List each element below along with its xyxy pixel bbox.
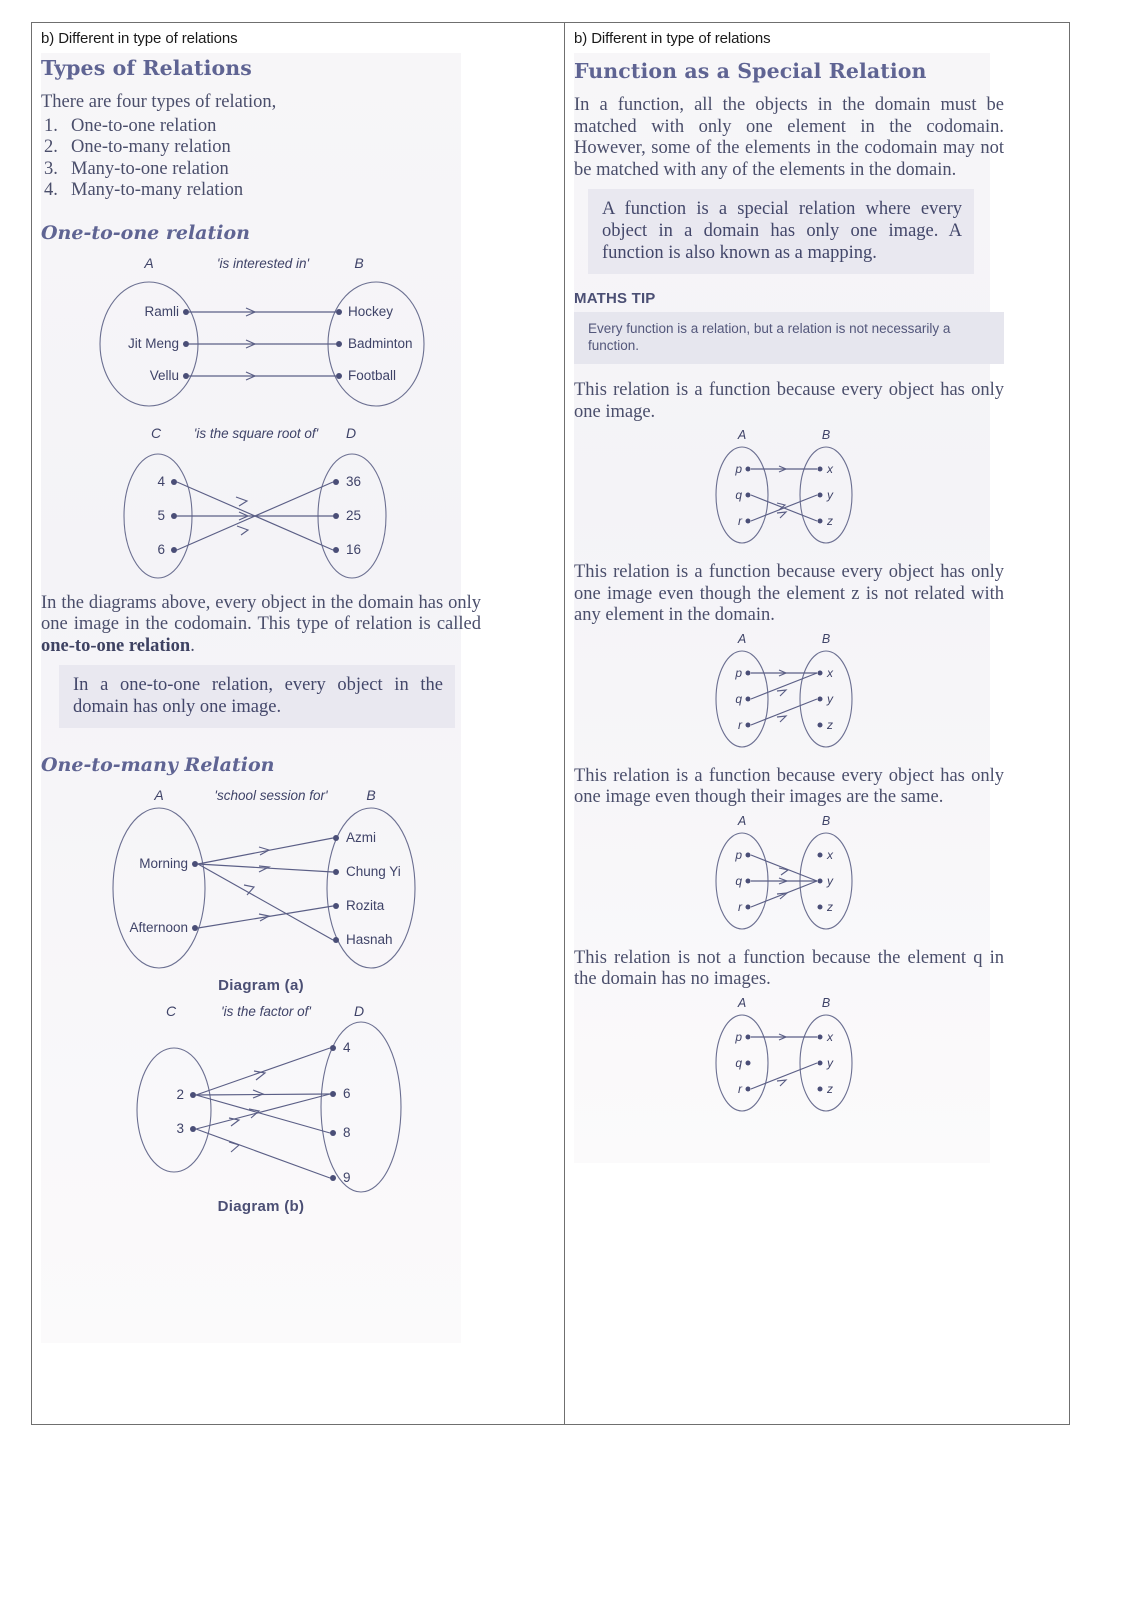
mapping-arrows (751, 855, 817, 907)
mapping-arrows (189, 308, 336, 380)
function-special-relation-heading: Function as a Special Relation (574, 59, 927, 83)
list-item (41, 159, 481, 181)
domain-element: q (735, 691, 742, 706)
list-number: 4. (44, 180, 58, 200)
codomain-element: 8 (343, 1125, 351, 1140)
domain-element: q (735, 488, 742, 502)
domain-element: Morning (139, 856, 188, 871)
diagram-function-4 (574, 995, 1004, 1120)
codomain-element: Hockey (348, 303, 394, 319)
diagram-square-root (41, 424, 481, 579)
one-to-one-relation-heading: One-to-one relation (41, 221, 250, 244)
set-b-label: D (353, 1003, 365, 1019)
set-a-label: C (150, 424, 162, 441)
venn-arrow-diagram (41, 424, 471, 579)
venn-arrow-diagram (41, 254, 471, 406)
list-item (41, 137, 481, 159)
relation-explanation-4 (574, 948, 1004, 991)
domain-element: 3 (176, 1121, 184, 1136)
set-a-label: A (737, 631, 747, 646)
list-number: 2. (44, 137, 58, 157)
explanation-part-1: In the diagrams above, every object in the domain has only one image in the codomain. This type of relation is called (41, 592, 481, 634)
domain-element: Ramli (144, 303, 179, 319)
codomain-element: Hasnah (346, 932, 393, 947)
list-item (41, 116, 481, 138)
set-a-label: A (144, 254, 154, 271)
diagram-is-factor-of (41, 1002, 481, 1215)
domain-element: r (738, 899, 742, 914)
codomain-element: Chung Yi (346, 864, 401, 879)
codomain-element: Football (348, 367, 397, 383)
codomain-element: Azmi (346, 830, 376, 845)
one-to-many-relation-heading: One-to-many Relation (41, 754, 275, 776)
codomain-element: y (827, 1055, 833, 1070)
set-b-label: B (821, 813, 831, 828)
list-number: 3. (44, 158, 58, 179)
set-a-label: A (737, 428, 747, 442)
explanation-bold-term: one-to-one relation (41, 635, 191, 656)
codomain-element: Rozita (346, 898, 385, 913)
set-a-label: A (154, 787, 164, 803)
set-a-label: A (737, 813, 747, 828)
codomain-element: z (827, 717, 833, 732)
codomain-element: Badminton (348, 335, 413, 351)
venn-arrow-diagram (574, 995, 994, 1120)
codomain-element: y (827, 873, 833, 888)
mapping-arrows (198, 838, 333, 940)
list-label: Many-to-one relation (71, 158, 229, 179)
venn-arrow-diagram (41, 786, 471, 971)
mapping-arrows (177, 482, 333, 550)
codomain-element: z (827, 899, 833, 914)
list-number: 1. (44, 115, 58, 136)
codomain-element: z (827, 514, 833, 528)
left-column (32, 23, 565, 1424)
domain-element: r (738, 1081, 742, 1096)
relation-explanation-1: This relation is a function because every object has only one image. (574, 380, 1004, 422)
diagram-one-to-one-names (41, 254, 481, 406)
left-cell-title: b) Different in type of relations (41, 30, 238, 47)
mapping-arrows (751, 466, 817, 521)
venn-arrow-diagram (41, 1002, 471, 1192)
domain-element: q (735, 873, 742, 888)
domain-element: 4 (157, 473, 165, 489)
set-b-label: B (821, 428, 831, 442)
relation-label: 'is the factor of' (221, 1004, 311, 1019)
codomain-element: 4 (343, 1040, 351, 1055)
codomain-element: y (827, 488, 833, 502)
domain-element: q (735, 1055, 742, 1070)
relation-label: 'is the square root of' (193, 425, 319, 441)
diagram-caption: Diagram (b) (217, 1198, 305, 1215)
relation-types-list (41, 116, 481, 202)
set-b-label: B (821, 995, 831, 1010)
venn-arrow-diagram (574, 631, 994, 756)
set-a-label: C (165, 1003, 177, 1019)
two-column-frame (31, 22, 1070, 1425)
list-label: Many-to-many relation (71, 180, 244, 200)
list-item (41, 180, 481, 202)
domain-element: Vellu (149, 367, 179, 383)
left-scan-content (41, 56, 481, 1215)
explanation-text: This relation is not a function because the element q in the domain has no images. (574, 947, 1004, 989)
codomain-element: x (827, 1029, 833, 1044)
domain-element: 6 (157, 541, 165, 557)
right-cell-title: b) Different in type of relations (574, 30, 771, 47)
set-b-label: B (821, 631, 831, 646)
set-b-label: D (345, 424, 357, 441)
domain-element: r (738, 717, 742, 732)
domain-element: r (738, 514, 742, 528)
relation-label: 'school session for' (214, 788, 328, 803)
domain-element: p (735, 1029, 742, 1044)
one-to-one-explanation (41, 593, 481, 658)
codomain-element: x (827, 462, 833, 476)
mapping-arrows (751, 1034, 817, 1089)
right-scan-content (574, 56, 1004, 1120)
list-label: One-to-one relation (71, 115, 217, 136)
types-of-relations-heading: Types of Relations (41, 56, 252, 80)
codomain-element: 25 (346, 507, 362, 523)
codomain-element: 9 (343, 1170, 351, 1185)
function-intro-paragraph: In a function, all the objects in the domain must be matched with only one element in the codomain. However, some of the elements in the codomain may not be matched with any of the elements in the domain. (574, 95, 1004, 180)
codomain-element: x (827, 665, 833, 680)
explanation-part-3: . (190, 635, 195, 656)
domain-element: p (735, 665, 742, 680)
set-b-label: B (354, 254, 364, 271)
domain-element: Afternoon (129, 920, 188, 935)
relation-label: 'is interested in' (216, 255, 310, 271)
codomain-element: 16 (346, 541, 362, 557)
codomain-element: z (827, 1081, 833, 1096)
domain-element: p (735, 847, 742, 862)
relation-explanation-3: This relation is a function because every object has only one image even though their images are the same. (574, 765, 1004, 807)
set-a-label: A (737, 995, 747, 1010)
domain-element: p (735, 462, 742, 476)
codomain-element: y (827, 691, 833, 706)
codomain-element: 36 (346, 473, 362, 489)
set-b-label: B (366, 787, 376, 803)
venn-arrow-diagram (574, 813, 994, 938)
mapping-arrows (751, 670, 817, 725)
list-label: One-to-many relation (71, 137, 231, 157)
types-intro-text: There are four types of relation, (41, 92, 277, 112)
relation-explanation-2: This relation is a function because every object has only one image even though the element z is not related with any element in the domain. (574, 562, 1004, 625)
domain-element: 5 (157, 507, 165, 523)
codomain-element: 6 (343, 1086, 351, 1101)
diagram-function-1 (574, 427, 1004, 552)
diagram-function-2 (574, 631, 1004, 756)
codomain-element: x (827, 847, 833, 862)
venn-arrow-diagram (574, 427, 994, 552)
diagram-school-session (41, 786, 481, 994)
domain-element: Jit Meng (127, 335, 179, 351)
maths-tip-label: MATHS TIP (574, 290, 656, 307)
one-to-one-definition-box: In a one-to-one relation, every object in the domain has only one image. (59, 665, 455, 728)
diagram-function-3 (574, 813, 1004, 938)
diagram-caption: Diagram (a) (218, 977, 304, 994)
maths-tip-box: Every function is a relation, but a relation is not necessarily a function. (574, 312, 1004, 364)
mapping-arrows (196, 1048, 330, 1178)
right-column (565, 23, 1069, 1424)
function-definition-box: A function is a special relation where every object in a domain has only one image. A function is also known as a mapping. (588, 189, 974, 274)
domain-element: 2 (176, 1087, 184, 1102)
